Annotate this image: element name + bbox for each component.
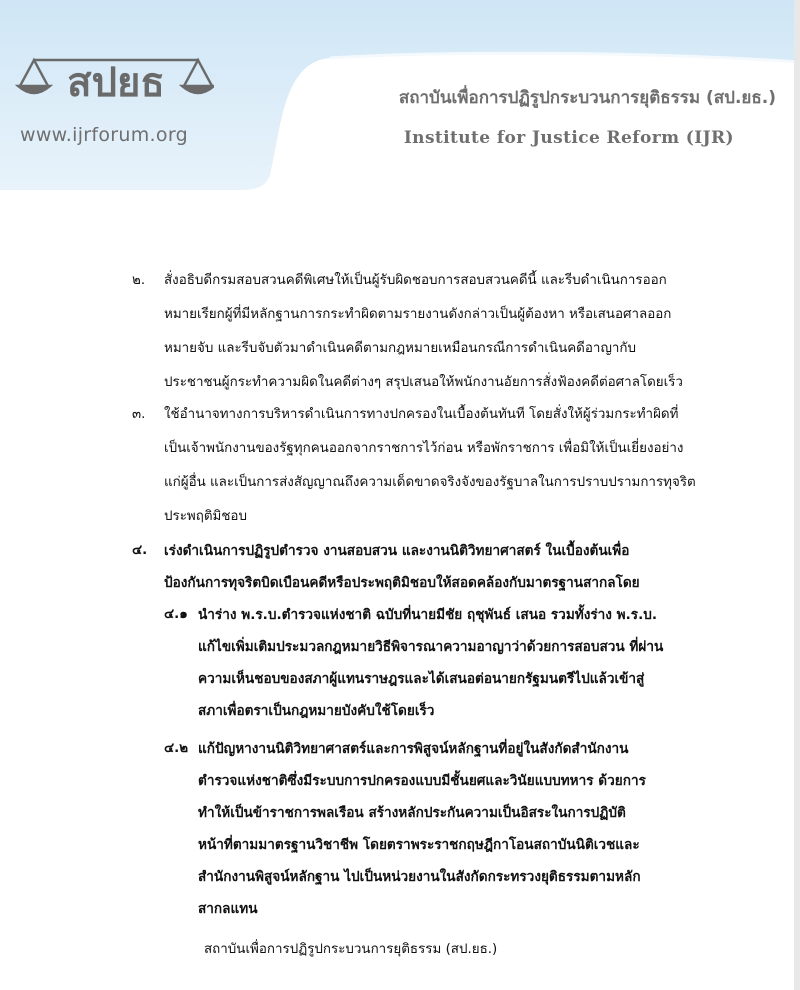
svg-text:สปยธ: สปยธ (67, 60, 165, 106)
item-number: ๓. (132, 407, 146, 422)
subitem-text-line: แก้ไขเพิ่มเติมประมวลกฎหมายวิธีพิจารณาความอาญาว่าด้วยการสอบสวน ที่ผ่าน (198, 639, 664, 655)
footer-org-name: สถาบันเพื่อการปฏิรูปกระบวนการยุติธรรม (สป.ยธ.) (204, 942, 498, 957)
item-text-line: เป็นเจ้าพนักงานของรัฐทุกคนออกจากราชการไว้ก่อน หรือพักราชการ เพื่อมิให้เป็นเยี่ยงอย่าง (164, 441, 684, 456)
subitem-text-line: นำร่าง พ.ร.บ.ตำรวจแห่งชาติ ฉบับที่นายมีชัย ฤชุพันธ์ เสนอ รวมทั้งร่าง พ.ร.บ. (198, 607, 658, 623)
subitem-text-line: สากลแทน (198, 901, 258, 917)
site-url-link[interactable]: www.ijrforum.org (20, 124, 188, 146)
item-number: ๒. (132, 273, 146, 288)
org-name-english: Institute for Justice Reform (IJR) (403, 128, 734, 148)
item-text-line: เร่งดำเนินการปฏิรูปตำรวจ งานสอบสวน และงานนิติวิทยาศาสตร์ ในเบื้องต้นเพื่อ (164, 543, 630, 559)
subitem-text-line: ตำรวจแห่งชาติซึ่งมีระบบการปกครองแบบมีชั้นยศและวินัยแบบทหาร ด้วยการ (198, 773, 646, 789)
item-text-line: ประพฤติมิชอบ (164, 509, 247, 524)
org-name-thai: สถาบันเพื่อการปฏิรูปกระบวนการยุติธรรม (สป.ยธ.) (398, 88, 776, 108)
item-text-line: สั่งอธิบดีกรมสอบสวนคดีพิเศษให้เป็นผู้รับผิดชอบการสอบสวนคดีนี้ และรีบดำเนินการออก (164, 273, 667, 288)
item-number: ๔. (132, 543, 148, 558)
item-text-line: หมายจับ และรีบจับตัวมาดำเนินคดีตามกฎหมายเหมือนกรณีการดำเนินคดีอาญากับ (164, 341, 636, 356)
subitem-number: ๔.๑ (164, 607, 188, 622)
item-text-line: ป้องกันการทุจริตบิดเบือนคดีหรือประพฤติมิชอบให้สอดคล้องกับมาตรฐานสากลโดย (164, 575, 640, 591)
subitem-text-line: แก้ปัญหางานนิติวิทยาศาสตร์และการพิสูจน์หลักฐานที่อยู่ในสังกัดสำนักงาน (198, 741, 629, 757)
item-text-line: หมายเรียกผู้ที่มีหลักฐานการกระทำผิดตามรายงานดังกล่าวเป็นผู้ต้องหา หรือเสนอศาลออก (164, 307, 672, 322)
subitem-text-line: หน้าที่ตามมาตรฐานวิชาชีพ โดยตราพระราชกฤษฎีกาโอนสถาบันนิติเวชและ (198, 837, 640, 853)
item-text-line: ใช้อำนาจทางการบริหารดำเนินการทางปกครองในเบื้องต้นทันที โดยสั่งให้ผู้ร่วมกระทำผิดที่ (164, 407, 679, 422)
item-text-line: ประชาชนผู้กระทำความผิดในคดีต่างๆ สรุปเสนอให้พนักงานอัยการสั่งฟ้องคดีต่อศาลโดยเร็ว (164, 375, 683, 390)
subitem-text-line: ความเห็นชอบของสภาผู้แทนราษฎรและได้เสนอต่อนายกรัฐมนตรีไปแล้วเข้าสู่ (198, 671, 645, 687)
subitem-text-line: สภาเพื่อตราเป็นกฎหมายบังคับใช้โดยเร็ว (198, 703, 435, 719)
subitem-text-line: ทำให้เป็นข้าราชการพลเรือน สร้างหลักประกันความเป็นอิสระในการปฏิบัติ (198, 805, 626, 821)
item-text-line: แก่ผู้อื่น และเป็นการส่งสัญญาณถึงความเด็ดขาดจริงจังของรัฐบาลในการปราบปรามการทุจริต (164, 475, 696, 490)
subitem-text-line: สำนักงานพิสูจน์หลักฐาน ไปเป็นหน่วยงานในสังกัดกระทรวงยุติธรรมตามหลัก (198, 869, 641, 885)
subitem-number: ๔.๒ (164, 741, 189, 756)
